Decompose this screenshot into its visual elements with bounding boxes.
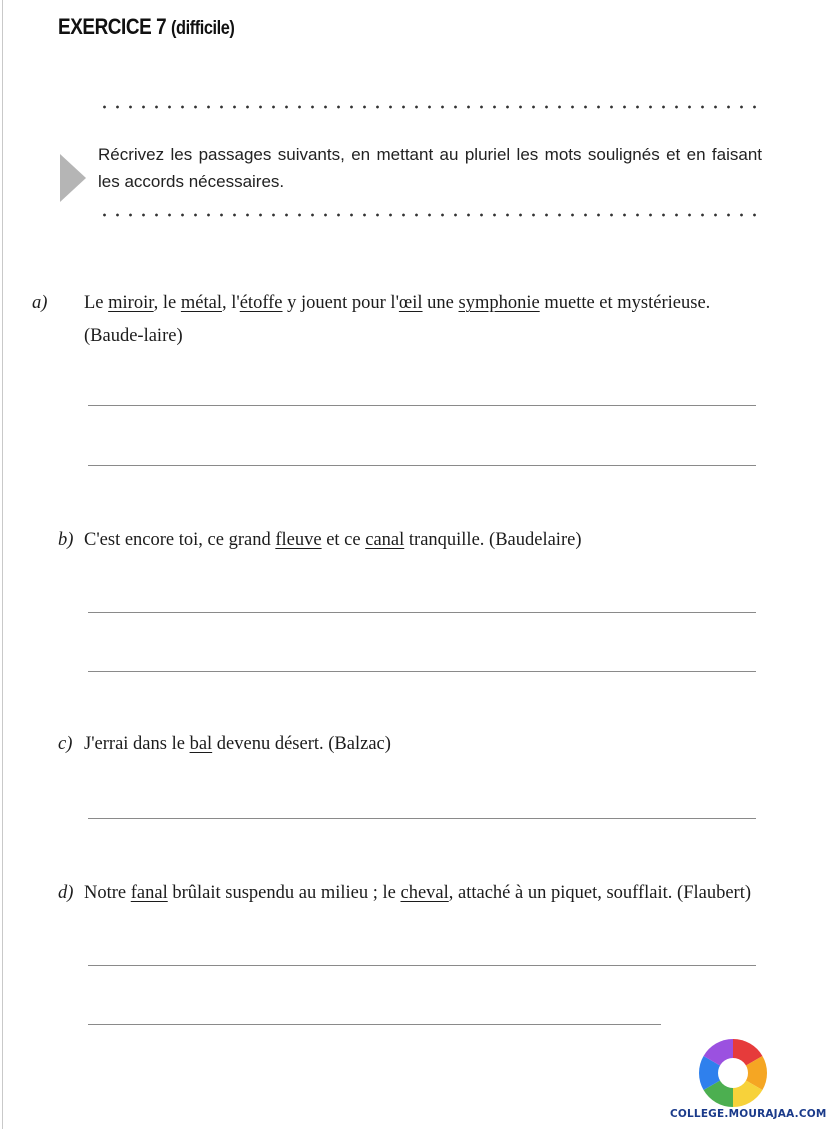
sentence-text: , attaché à un piquet, soufflait. (Flaubert) (448, 883, 752, 903)
exercise-sentence-b (58, 524, 762, 557)
dotted-separator-bottom (98, 213, 762, 217)
underlined-word: métal (180, 293, 222, 313)
underlined-word: cheval (400, 883, 449, 903)
exercise-item-c (58, 728, 762, 761)
exercise-sentence-d (58, 877, 762, 910)
underlined-word: œil (398, 293, 423, 313)
answer-line[interactable] (88, 465, 756, 466)
answer-line[interactable] (88, 1024, 661, 1025)
site-logo (670, 1024, 827, 1124)
sentence-text: brûlait suspendu au milieu ; le (167, 883, 401, 903)
underlined-word: fanal (130, 883, 168, 903)
triangle-arrow-icon (60, 154, 86, 202)
sentence-text: , l' (221, 293, 240, 313)
sentence-text: y jouent pour l' (282, 293, 399, 313)
dotted-separator-top (98, 105, 762, 109)
logo-caption: COLLEGE.MOURAJAA.COM (670, 1108, 827, 1120)
underlined-word: symphonie (458, 293, 540, 313)
sentence-text: tranquille. (Baudelaire) (404, 530, 582, 550)
exercise-sentence-c (58, 728, 762, 761)
logo-ring-icon (698, 1038, 768, 1108)
exercise-title-main: EXERCICE 7 (58, 14, 167, 39)
sentence-text: une (422, 293, 459, 313)
sentence-text: Le (84, 293, 109, 313)
answer-line[interactable] (88, 612, 756, 613)
answer-line[interactable] (88, 965, 756, 966)
underlined-word: bal (189, 734, 213, 754)
sentence-text: et ce (321, 530, 366, 550)
underlined-word: miroir (108, 293, 154, 313)
underlined-word: étoffe (239, 293, 283, 313)
page-left-border (2, 0, 3, 1129)
sentence-text: , le (153, 293, 181, 313)
exercise-letter: b) (58, 530, 74, 550)
sentence-text: devenu désert. (Balzac) (212, 734, 391, 754)
exercise-letter: a) (32, 293, 48, 313)
sentence-text: muette et mystérieuse. (Baude-laire) (84, 293, 711, 346)
exercise-title (58, 14, 234, 40)
exercise-title-difficulty: (difficile) (171, 18, 235, 39)
instruction-text: Récrivez les passages suivants, en mettant au pluriel les mots soulignés et en faisant les accords nécessaires. (98, 145, 762, 191)
underlined-word: fleuve (275, 530, 322, 550)
exercise-item-a (32, 287, 762, 353)
sentence-text: J'errai dans le (84, 734, 190, 754)
exercise-sentence-a (32, 287, 762, 353)
exercise-item-b (58, 524, 762, 557)
exercise-letter: c) (58, 734, 73, 754)
exercise-item-d (58, 877, 762, 910)
answer-line[interactable] (88, 405, 756, 406)
sentence-text: Notre (84, 883, 131, 903)
answer-line[interactable] (88, 671, 756, 672)
sentence-text: C'est encore toi, ce grand (84, 530, 276, 550)
answer-line[interactable] (88, 818, 756, 819)
exercise-letter: d) (58, 883, 74, 903)
underlined-word: canal (365, 530, 405, 550)
